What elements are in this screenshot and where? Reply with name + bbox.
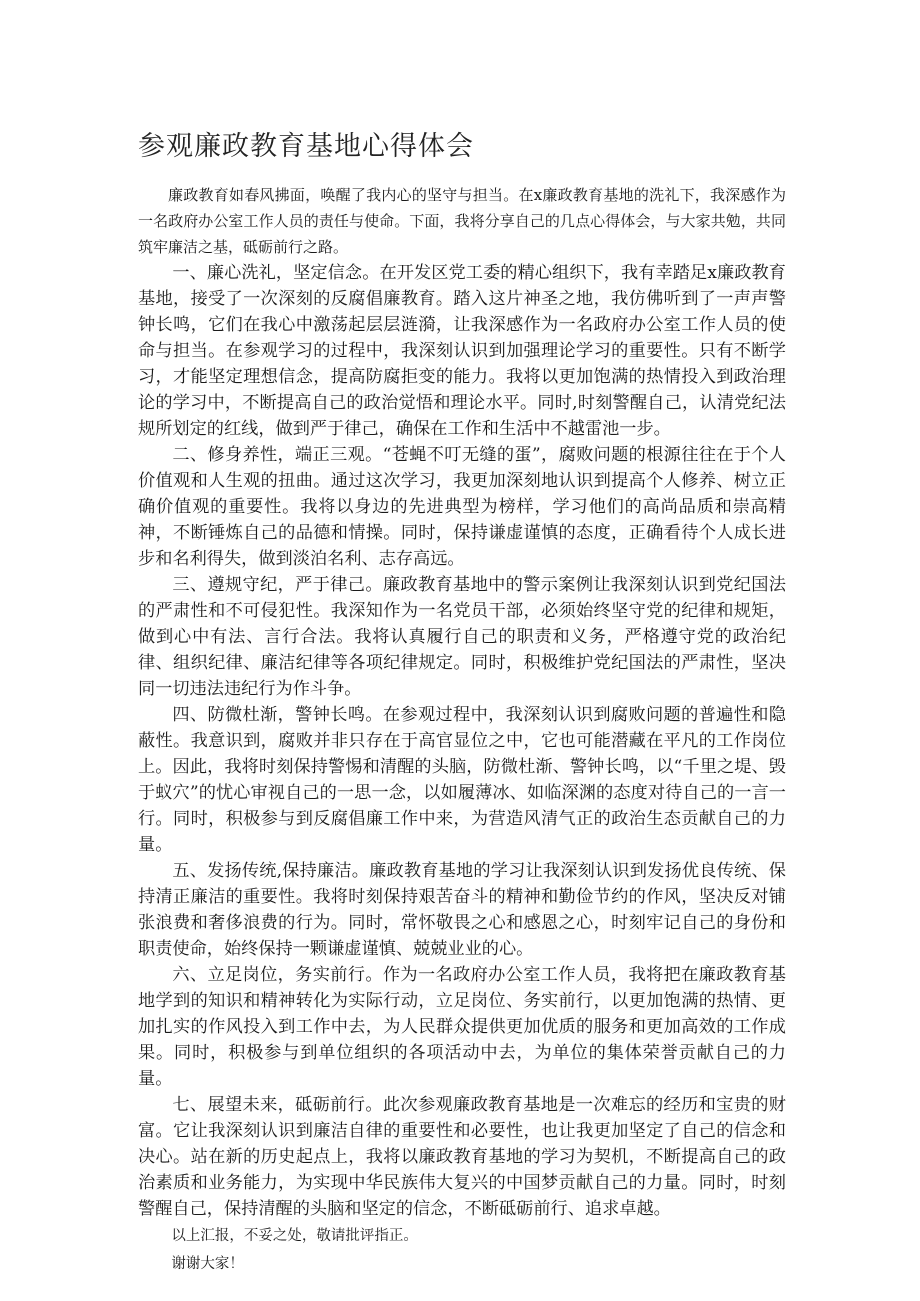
closing-thanks: 谢谢大家！ [171, 1256, 244, 1272]
section-4-paragraph: 四、防微杜渐，警钟长鸣。在参观过程中，我深刻认识到腐败问题的普遍性和隐蔽性。我意识到，腐败并非只存在于高官显位之中，它也可能潜藏在平凡的工作岗位上。因此，我将时刻保持警惕和清醒的头脑，防微杜渐、警钟长鸣，以“千里之堤、毁于蚁穴”的忧心审视自己的一思一念，以如履薄冰、如临深渊的态度对待自己的一言一行。同时，积极参与到反腐倡廉工作中来，为营造风清气正的政治生态贡献自己的力量。 [138, 705, 786, 855]
section-3-paragraph: 三、遵规守纪，严于律己。廉政教育基地中的警示案例让我深刻认识到党纪国法的严肃性和不可侵犯性。我深知作为一名党员干部，必须始终坚守党的纪律和规矩，做到心中有法、言行合法。我将认真履行自己的职责和义务，严格遵守党的政治纪律、组织纪律、廉洁纪律等各项纪律规定。同时，积极维护党纪国法的严肃性，坚决同一切违法违纪行为作斗争。 [138, 575, 786, 699]
section-5-paragraph: 五、发扬传统,保持廉洁。廉政教育基地的学习让我深刻认识到发扬优良传统、保持清正廉洁的重要性。我将时刻保持艰苦奋斗的精神和勤俭节约的作风，坚决反对铺张浪费和奢侈浪费的行为。同时，常怀敬畏之心和感恩之心，时刻牢记自己的身份和职责使命，始终保持一颗谦虚谨慎、兢兢业业的心。 [138, 861, 786, 959]
closing-remark: 以上汇报，不妥之处，敬请批评指正。 [171, 1228, 418, 1244]
section-6-paragraph: 六、立足岗位，务实前行。作为一名政府办公室工作人员，我将把在廉政教育基地学到的知识和精神转化为实际行动，立足岗位、务实前行，以更加饱满的热情、更加扎实的作风投入到工作中去，为人民群众提供更加优质的服务和更加高效的工作成果。同时，积极参与到单位组织的各项活动中去，为单位的集体荣誉贡献自己的力量。 [138, 965, 786, 1089]
section-2-paragraph: 二、修身养性，端正三观。“苍蝇不叮无缝的蛋”，腐败问题的根源往往在于个人价值观和人生观的扭曲。通过这次学习，我更加深刻地认识到提高个人修养、树立正确价值观的重要性。我将以身边的先进典型为榜样，学习他们的高尚品质和崇高精神，不断锤炼自己的品德和情操。同时，保持谦虚谨慎的态度，正确看待个人成长进步和名利得失，做到淡泊名利、志存高远。 [138, 445, 786, 569]
intro-paragraph: 廉政教育如春风拂面，唤醒了我内心的坚守与担当。在x廉政教育基地的洗礼下，我深感作为一名政府办公室工作人员的责任与使命。下面，我将分享自己的几点心得体会，与大家共勉，共同筑牢廉洁之基，砥砺前行之路。 [138, 186, 786, 256]
section-1-paragraph: 一、廉心洗礼，坚定信念。在开发区党工委的精心组织下，我有幸踏足x廉政教育基地，接受了一次深刻的反腐倡廉教育。踏入这片神圣之地，我仿佛听到了一声声警钟长鸣，它们在我心中激荡起层层涟漪，让我深感作为一名政府办公室工作人员的使命与担当。在参观学习的过程中，我深刻认识到加强理论学习的重要性。只有不断学习，才能坚定理想信念，提高防腐拒变的能力。我将以更加饱满的热情投入到政治理论的学习中，不断提高自己的政治觉悟和理论水平。同时,时刻警醒自己，认清党纪法规所划定的红线，做到严于律己，确保在工作和生活中不越雷池一步。 [138, 263, 786, 439]
document-page [138, 130, 786, 1278]
section-7-paragraph: 七、展望未来，砥砺前行。此次参观廉政教育基地是一次难忘的经历和宝贵的财富。它让我深刻认识到廉洁自律的重要性和必要性，也让我更加坚定了自己的信念和决心。站在新的历史起点上，我将以廉政教育基地的学习为契机，不断提高自己的政治素质和业务能力，为实现中华民族伟大复兴的中国梦贡献自己的力量。同时，时刻警醒自己，保持清醒的头脑和坚定的信念，不断砥砺前行、追求卓越。 [138, 1095, 786, 1219]
document-title: 参观廉政教育基地心得体会 [138, 131, 474, 162]
